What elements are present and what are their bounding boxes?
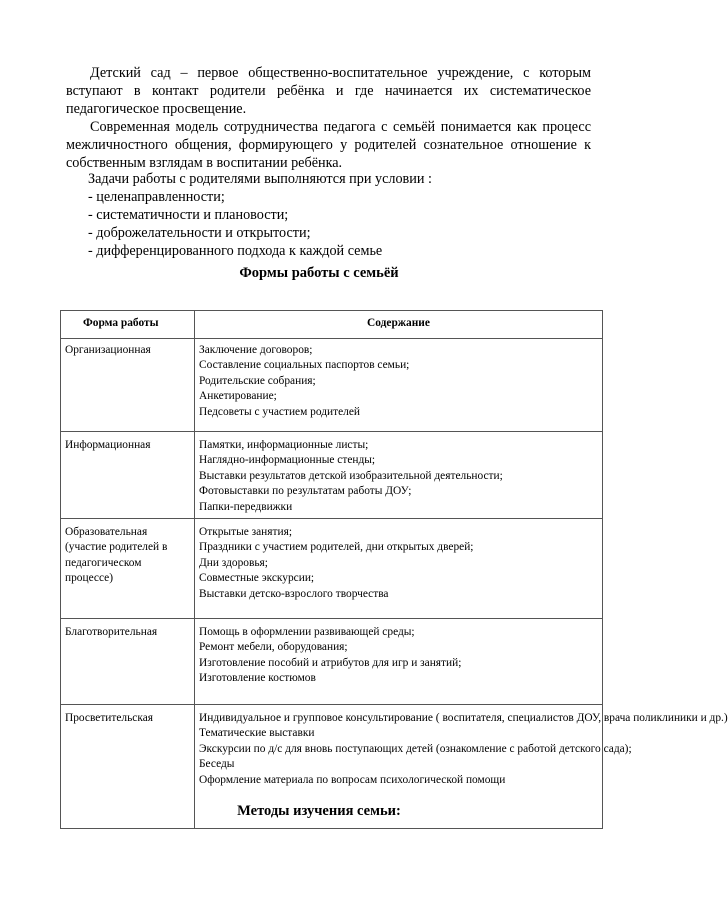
form-name-cell: Организационная <box>61 339 195 432</box>
forms-table <box>60 310 728 829</box>
tasks-intro: Задачи работы с родителями выполняются при условии : <box>88 171 432 187</box>
content-line: Изготовление костюмов <box>199 672 316 685</box>
column-header-form: Форма работы <box>61 311 195 339</box>
content-line: Папки-передвижки <box>199 500 293 513</box>
form-name-cell: Благотворительная <box>61 619 195 705</box>
content-cell <box>195 432 603 519</box>
column-header-content: Содержание <box>195 311 603 339</box>
content-line: Ремонт мебели, оборудования; <box>199 641 348 654</box>
task-item: - систематичности и плановости; <box>88 207 289 223</box>
intro-paragraph-2: Современная модель сотрудничества педагога с семьёй понимается как процесс межличностного общения, формирующего у родителей сознательное отношение к собственным взглядам в воспитании ребёнка. <box>66 119 591 171</box>
content-line: Педсоветы с участием родителей <box>199 405 360 418</box>
content-cell <box>195 339 603 432</box>
task-item: - доброжелательности и открытости; <box>88 225 311 241</box>
content-cell <box>195 619 603 705</box>
content-line: Беседы <box>199 758 235 771</box>
form-name-cell: Информационная <box>61 432 195 519</box>
content-line: Анкетирование; <box>199 390 277 403</box>
content-line: Совместные экскурсии; <box>199 572 315 585</box>
content-line: Родительские собрания; <box>199 374 316 387</box>
content-line: Тематические выставки <box>199 727 315 740</box>
content-line: Изготовление пособий и атрибутов для игр и занятий; <box>199 656 462 669</box>
content-cell <box>195 519 603 619</box>
content-line: Выставки результатов детской изобразительной деятельности; <box>199 469 503 482</box>
section-title: Формы работы с семьёй <box>239 265 399 281</box>
form-name-cell: Просветительская <box>61 705 195 829</box>
content-line: Оформление материала по вопросам психологической помощи <box>199 773 506 786</box>
form-name-cell: Образовательная (участие родителей в педагогическом процессе) <box>61 519 195 619</box>
content-line: Помощь в оформлении развивающей среды; <box>199 626 415 638</box>
content-line: Экскурсии по д/с для вновь поступающих детей (ознакомление с работой детского сада); <box>199 742 632 755</box>
content-line: Открытые занятия; <box>199 526 292 538</box>
table-row <box>61 432 603 519</box>
task-item: - дифференцированного подхода к каждой семье <box>88 243 383 259</box>
content-line: Дни здоровья; <box>199 556 268 569</box>
content-line: Составление социальных паспортов семьи; <box>199 359 410 372</box>
content-line: Заключение договоров; <box>199 344 313 356</box>
table-header-row <box>61 311 603 339</box>
table-row <box>61 519 603 619</box>
content-line: Памятки, информационные листы; <box>199 439 369 451</box>
tasks-block <box>88 170 432 260</box>
content-line: Фотовыставки по результатам работы ДОУ; <box>199 485 412 498</box>
task-item: - целенаправленности; <box>88 189 225 205</box>
intro-paragraph-1: Детский сад – первое общественно-воспитательное учреждение, с которым вступают в контакт родители ребёнка и где начинается их систематическое педагогическое просвещение. <box>66 65 591 117</box>
table-row <box>61 339 603 432</box>
next-section-title: Методы изучения семьи: <box>237 803 401 819</box>
content-line: Праздники с участием родителей, дни открытых дверей; <box>199 541 474 554</box>
table-row <box>61 619 603 705</box>
content-line: Наглядно-информационные стенды; <box>199 454 376 467</box>
content-line: Выставки детско-взрослого творчества <box>199 587 389 600</box>
content-line: Индивидуальное и групповое консультирование ( воспитателя, специалистов ДОУ, врача поликлиники и др.) <box>199 712 728 724</box>
